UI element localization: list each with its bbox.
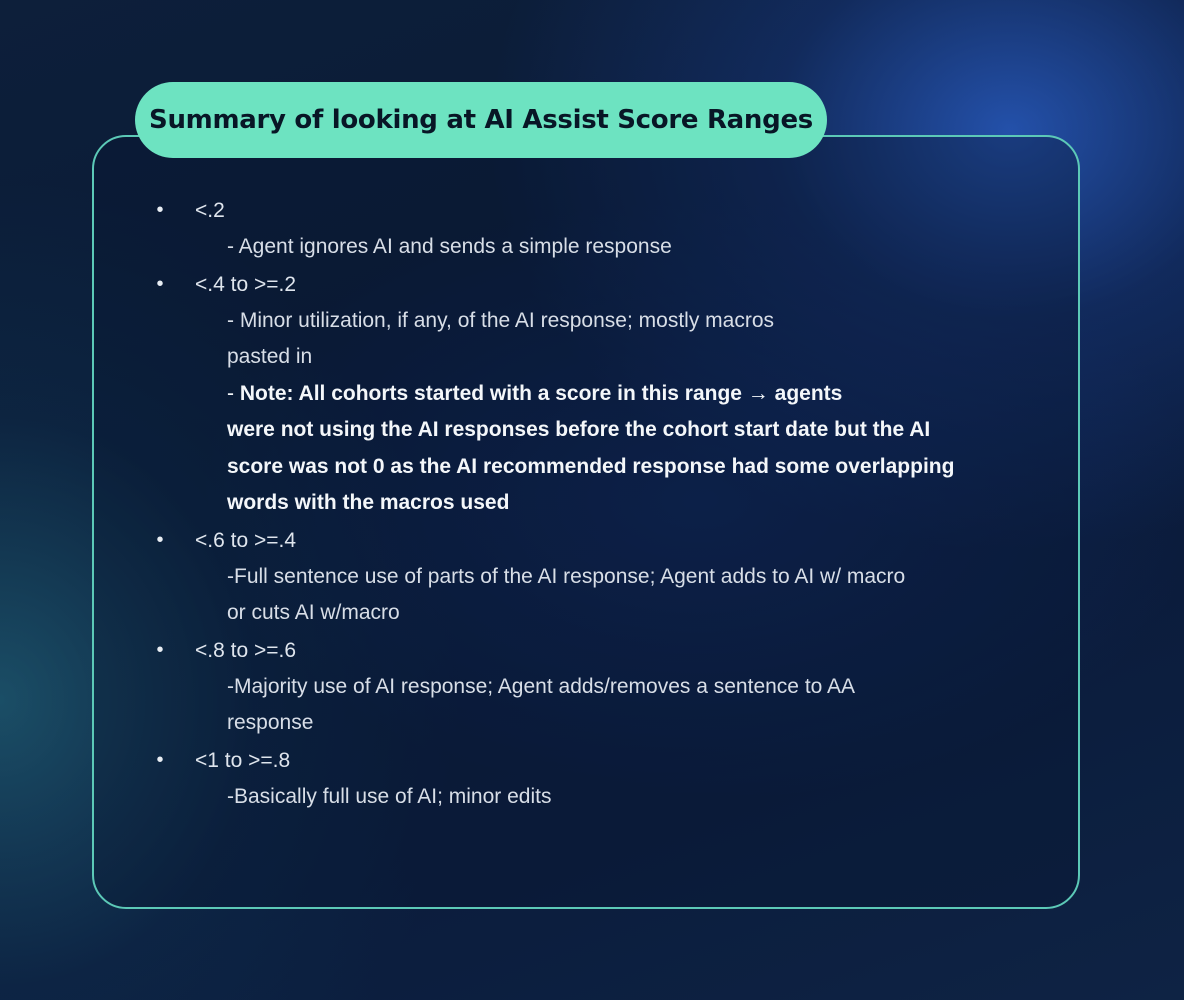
- page-title: Summary of looking at AI Assist Score Ranges: [149, 105, 813, 135]
- bullet-icon: •: [156, 272, 164, 295]
- list-item-range-1: [155, 192, 1035, 266]
- bullet-icon: •: [156, 199, 164, 221]
- title-pill: [135, 82, 827, 158]
- range-label: <1 to >=.8: [195, 748, 291, 772]
- note-line: words with the macros used: [227, 491, 510, 514]
- list-item-range-4: [155, 632, 1035, 742]
- description-line: - Minor utilization, if any, of the AI response; mostly macros: [227, 308, 774, 332]
- note-line: Note: All cohorts started with a score in this range → agents: [239, 381, 843, 405]
- bullet-icon: •: [156, 528, 164, 551]
- range-description: [227, 779, 1035, 816]
- range-label: <.4 to >=.2: [195, 272, 297, 296]
- bullet-icon: •: [156, 638, 164, 661]
- description-line: or cuts AI w/macro: [227, 601, 400, 624]
- description-line: -Basically full use of AI; minor edits: [227, 784, 552, 808]
- score-range-list: [155, 192, 1035, 815]
- list-item-range-2: [155, 266, 1035, 522]
- description-line: response: [227, 711, 314, 734]
- description-line: -Full sentence use of parts of the AI response; Agent adds to AI w/ macro: [227, 564, 906, 588]
- range-label: <.6 to >=.4: [195, 528, 297, 552]
- range-description: [227, 303, 1035, 376]
- list-item-range-5: [155, 742, 1035, 816]
- bullet-icon: •: [156, 748, 164, 771]
- description-line: -Majority use of AI response; Agent adds/removes a sentence to AA: [227, 674, 856, 698]
- range-label: <.2: [195, 199, 225, 222]
- range-description: [227, 669, 1035, 742]
- description-line: pasted in: [227, 345, 313, 368]
- note-prefix: -: [227, 381, 240, 405]
- range-description: [227, 229, 1035, 266]
- note-line: were not using the AI responses before the cohort start date but the AI: [227, 418, 931, 441]
- description-line: - Agent ignores AI and sends a simple response: [227, 235, 672, 258]
- list-item-range-3: [155, 522, 1035, 632]
- note-line: score was not 0 as the AI recommended response had some overlapping: [227, 454, 955, 478]
- range-label: <.8 to >=.6: [195, 638, 297, 662]
- range-description: [227, 559, 1035, 632]
- range-note: [227, 376, 1035, 522]
